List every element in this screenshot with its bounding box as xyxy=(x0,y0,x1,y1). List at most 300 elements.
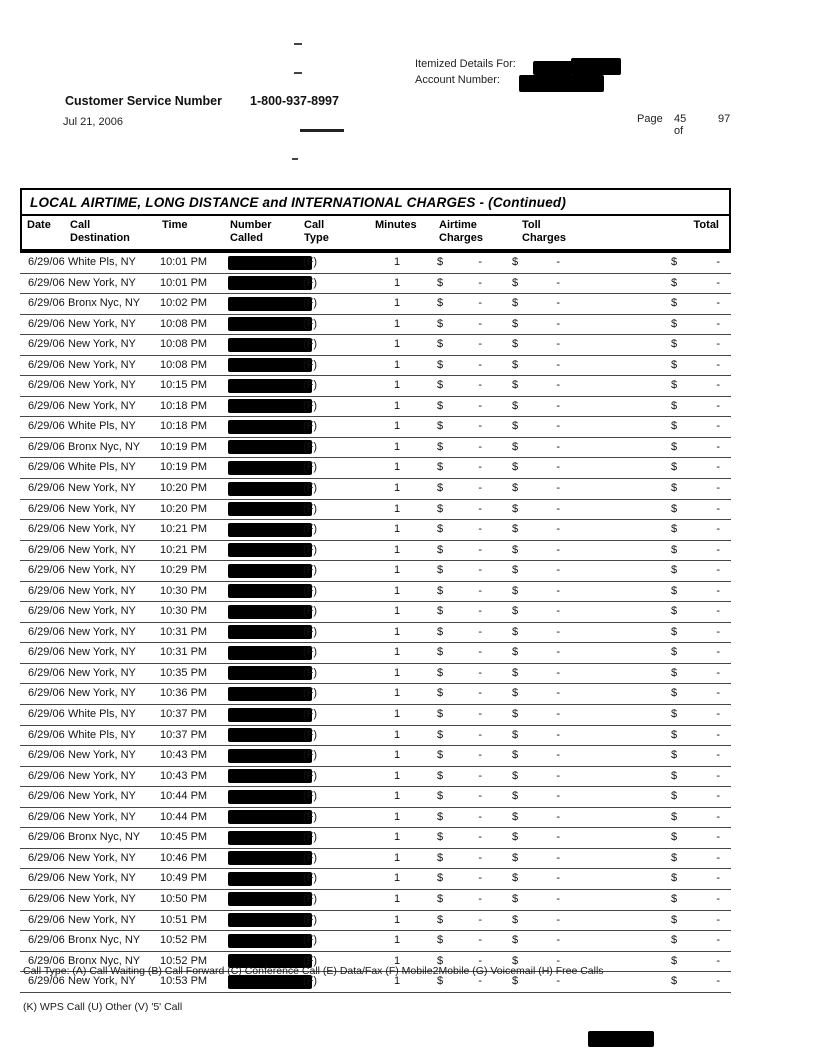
cell-destination: New York, NY xyxy=(68,749,136,762)
cell-toll-currency: $ xyxy=(512,440,519,453)
cell-minutes: 1 xyxy=(393,708,401,721)
cell-airtime-currency: $ xyxy=(437,543,444,556)
cell-toll-currency: $ xyxy=(512,913,519,926)
cell-airtime-currency: $ xyxy=(437,256,444,268)
cell-total-currency: $ xyxy=(671,892,678,905)
cell-destination: New York, NY xyxy=(68,317,136,330)
cell-minutes: 1 xyxy=(393,913,401,926)
cell-call-type: (F) xyxy=(303,913,318,926)
cell-toll-amount: - xyxy=(556,851,560,864)
cell-total-currency: $ xyxy=(671,872,678,885)
cell-call-type: (F) xyxy=(303,276,318,289)
cell-airtime-amount: - xyxy=(478,502,482,515)
cell-total-amount: - xyxy=(716,461,720,474)
cell-total-currency: $ xyxy=(671,625,678,638)
cell-total-amount: - xyxy=(716,790,720,803)
cell-time: 10:46 PM xyxy=(160,851,208,864)
cell-total-amount: - xyxy=(716,975,720,988)
cell-airtime-amount: - xyxy=(478,708,482,721)
cell-airtime-amount: - xyxy=(478,790,482,803)
cell-date: 6/29/06 xyxy=(28,564,65,577)
cell-airtime-currency: $ xyxy=(437,440,444,453)
cell-total-amount: - xyxy=(716,646,720,659)
cell-date: 6/29/06 xyxy=(28,502,65,515)
cell-time: 10:36 PM xyxy=(160,687,208,700)
cell-time: 10:21 PM xyxy=(160,523,208,536)
cell-airtime-currency: $ xyxy=(437,790,444,803)
cell-time: 10:52 PM xyxy=(160,954,208,967)
cell-call-type: (F) xyxy=(303,338,318,351)
table-row xyxy=(20,335,731,356)
cell-airtime-currency: $ xyxy=(437,317,444,330)
table-row xyxy=(20,664,731,685)
redacted-number-bar xyxy=(228,317,312,331)
cell-toll-amount: - xyxy=(556,769,560,782)
cell-destination: New York, NY xyxy=(68,358,136,371)
cell-minutes: 1 xyxy=(393,872,401,885)
table-row xyxy=(20,849,731,870)
cell-destination: Bronx Nyc, NY xyxy=(68,934,141,947)
cell-destination: New York, NY xyxy=(68,338,136,351)
cell-total-currency: $ xyxy=(671,297,678,310)
cell-total-amount: - xyxy=(716,399,720,412)
cell-date: 6/29/06 xyxy=(28,913,65,926)
cell-time: 10:20 PM xyxy=(160,502,208,515)
cell-date: 6/29/06 xyxy=(28,769,65,782)
cell-call-type: (F) xyxy=(303,831,318,844)
cell-airtime-currency: $ xyxy=(437,297,444,310)
table-row xyxy=(20,787,731,808)
scan-mark xyxy=(294,43,302,45)
customer-service-number: 1-800-937-8997 xyxy=(250,94,339,108)
cell-minutes: 1 xyxy=(393,543,401,556)
cell-total-currency: $ xyxy=(671,543,678,556)
cell-total-amount: - xyxy=(716,523,720,536)
cell-destination: White Pls, NY xyxy=(68,728,136,741)
cell-toll-currency: $ xyxy=(512,256,519,268)
cell-airtime-amount: - xyxy=(478,523,482,536)
cell-total-amount: - xyxy=(716,605,720,618)
cell-minutes: 1 xyxy=(393,297,401,310)
redacted-number-bar xyxy=(228,564,312,578)
cell-destination: New York, NY xyxy=(68,625,136,638)
cell-toll-amount: - xyxy=(556,399,560,412)
cell-toll-amount: - xyxy=(556,646,560,659)
cell-time: 10:44 PM xyxy=(160,810,208,823)
cell-total-amount: - xyxy=(716,338,720,351)
table-row xyxy=(20,356,731,377)
cell-airtime-amount: - xyxy=(478,256,482,268)
cell-airtime-amount: - xyxy=(478,687,482,700)
cell-call-type: (F) xyxy=(303,584,318,597)
cell-toll-amount: - xyxy=(556,502,560,515)
table-row xyxy=(20,643,731,664)
cell-airtime-amount: - xyxy=(478,399,482,412)
redacted-number-bar xyxy=(228,461,312,475)
cell-call-type: (F) xyxy=(303,317,318,330)
statement-date: Jul 21, 2006 xyxy=(63,116,123,128)
col-header-minutes: Minutes xyxy=(375,219,417,231)
cell-airtime-currency: $ xyxy=(437,749,444,762)
cell-toll-currency: $ xyxy=(512,749,519,762)
cell-total-currency: $ xyxy=(671,399,678,412)
cell-airtime-currency: $ xyxy=(437,584,444,597)
cell-date: 6/29/06 xyxy=(28,892,65,905)
table-row xyxy=(20,294,731,315)
cell-airtime-amount: - xyxy=(478,934,482,947)
col-header-date: Date xyxy=(27,219,51,231)
cell-toll-currency: $ xyxy=(512,625,519,638)
page-total: 97 xyxy=(718,113,731,125)
table-row xyxy=(20,705,731,726)
cell-date: 6/29/06 xyxy=(28,851,65,864)
cell-minutes: 1 xyxy=(393,646,401,659)
cell-toll-amount: - xyxy=(556,543,560,556)
cell-destination: New York, NY xyxy=(68,646,136,659)
cell-total-amount: - xyxy=(716,687,720,700)
redacted-number-bar xyxy=(228,605,312,619)
cell-toll-currency: $ xyxy=(512,461,519,474)
cell-time: 10:44 PM xyxy=(160,790,208,803)
cell-minutes: 1 xyxy=(393,954,401,967)
cell-total-amount: - xyxy=(716,502,720,515)
cell-minutes: 1 xyxy=(393,276,401,289)
cell-airtime-currency: $ xyxy=(437,482,444,495)
cell-total-amount: - xyxy=(716,831,720,844)
cell-total-amount: - xyxy=(716,358,720,371)
cell-airtime-amount: - xyxy=(478,297,482,310)
cell-toll-currency: $ xyxy=(512,769,519,782)
table-row xyxy=(20,376,731,397)
cell-minutes: 1 xyxy=(393,420,401,433)
cell-destination: New York, NY xyxy=(68,605,136,618)
cell-total-currency: $ xyxy=(671,379,678,392)
cell-toll-currency: $ xyxy=(512,502,519,515)
cell-destination: Bronx Nyc, NY xyxy=(68,440,141,453)
cell-airtime-amount: - xyxy=(478,954,482,967)
cell-total-amount: - xyxy=(716,708,720,721)
cell-date: 6/29/06 xyxy=(28,975,65,988)
cell-toll-currency: $ xyxy=(512,399,519,412)
cell-call-type: (F) xyxy=(303,851,318,864)
cell-total-currency: $ xyxy=(671,605,678,618)
cell-minutes: 1 xyxy=(393,317,401,330)
call-type-legend-line1: Call Type: (A) Call Waiting (B) Call Forward (C) Conference Call (E) Data/Fax (F) Mobile2Mobile (G) Voicemail (H) Free Calls xyxy=(23,965,604,977)
cell-date: 6/29/06 xyxy=(28,646,65,659)
cell-total-currency: $ xyxy=(671,523,678,536)
cell-toll-amount: - xyxy=(556,461,560,474)
cell-destination: White Pls, NY xyxy=(68,420,136,433)
cell-airtime-currency: $ xyxy=(437,625,444,638)
cell-minutes: 1 xyxy=(393,502,401,515)
table-title-box xyxy=(20,188,731,216)
cell-time: 10:53 PM xyxy=(160,975,208,988)
cell-destination: New York, NY xyxy=(68,584,136,597)
cell-airtime-currency: $ xyxy=(437,379,444,392)
cell-total-currency: $ xyxy=(671,810,678,823)
cell-destination: New York, NY xyxy=(68,482,136,495)
redacted-number-bar xyxy=(228,913,312,927)
cell-total-currency: $ xyxy=(671,317,678,330)
cell-airtime-amount: - xyxy=(478,872,482,885)
table-row xyxy=(20,315,731,336)
table-title: LOCAL AIRTIME, LONG DISTANCE and INTERNATIONAL CHARGES - (Continued) xyxy=(30,194,567,210)
cell-date: 6/29/06 xyxy=(28,420,65,433)
cell-airtime-currency: $ xyxy=(437,769,444,782)
redacted-number-bar xyxy=(228,256,312,270)
cell-date: 6/29/06 xyxy=(28,708,65,721)
cell-toll-amount: - xyxy=(556,256,560,268)
cell-time: 10:35 PM xyxy=(160,666,208,679)
cell-airtime-currency: $ xyxy=(437,399,444,412)
cell-total-currency: $ xyxy=(671,666,678,679)
cell-airtime-amount: - xyxy=(478,769,482,782)
call-type-legend-line2: (K) WPS Call (U) Other (V) '5' Call xyxy=(23,1001,183,1013)
col-header-call-type: Call Type xyxy=(304,219,329,244)
cell-date: 6/29/06 xyxy=(28,605,65,618)
cell-toll-currency: $ xyxy=(512,708,519,721)
cell-airtime-currency: $ xyxy=(437,913,444,926)
cell-time: 10:19 PM xyxy=(160,461,208,474)
cell-call-type: (F) xyxy=(303,975,318,988)
cell-toll-amount: - xyxy=(556,523,560,536)
cell-date: 6/29/06 xyxy=(28,872,65,885)
col-header-total: Total xyxy=(693,219,719,231)
cell-total-currency: $ xyxy=(671,975,678,988)
scan-mark xyxy=(294,72,302,74)
table-row xyxy=(20,931,731,952)
cell-call-type: (F) xyxy=(303,892,318,905)
cell-airtime-amount: - xyxy=(478,728,482,741)
cell-time: 10:20 PM xyxy=(160,482,208,495)
cell-total-amount: - xyxy=(716,954,720,967)
cell-toll-currency: $ xyxy=(512,358,519,371)
redacted-number-bar xyxy=(228,358,312,372)
cell-toll-currency: $ xyxy=(512,276,519,289)
redacted-number-bar xyxy=(228,646,312,660)
redacted-number-bar xyxy=(228,625,312,639)
cell-airtime-currency: $ xyxy=(437,934,444,947)
cell-total-amount: - xyxy=(716,810,720,823)
redacted-number-bar xyxy=(228,482,312,496)
cell-airtime-currency: $ xyxy=(437,666,444,679)
cell-call-type: (F) xyxy=(303,666,318,679)
cell-airtime-amount: - xyxy=(478,584,482,597)
cell-call-type: (F) xyxy=(303,297,318,310)
cell-total-currency: $ xyxy=(671,256,678,268)
cell-total-amount: - xyxy=(716,728,720,741)
cell-call-type: (F) xyxy=(303,440,318,453)
cell-minutes: 1 xyxy=(393,399,401,412)
cell-airtime-currency: $ xyxy=(437,338,444,351)
cell-total-currency: $ xyxy=(671,646,678,659)
cell-total-currency: $ xyxy=(671,769,678,782)
cell-time: 10:29 PM xyxy=(160,564,208,577)
cell-destination: New York, NY xyxy=(68,810,136,823)
redacted-footer-bar xyxy=(588,1031,654,1047)
cell-minutes: 1 xyxy=(393,256,401,268)
table-row xyxy=(20,561,731,582)
itemized-details-label: Itemized Details For: xyxy=(415,58,516,70)
cell-destination: New York, NY xyxy=(68,975,136,988)
cell-minutes: 1 xyxy=(393,975,401,988)
cell-call-type: (F) xyxy=(303,543,318,556)
cell-toll-amount: - xyxy=(556,934,560,947)
col-header-call-destination: Call Destination xyxy=(70,219,130,244)
cell-minutes: 1 xyxy=(393,564,401,577)
cell-airtime-currency: $ xyxy=(437,605,444,618)
cell-total-amount: - xyxy=(716,851,720,864)
cell-toll-currency: $ xyxy=(512,872,519,885)
table-row xyxy=(20,479,731,500)
cell-toll-amount: - xyxy=(556,708,560,721)
cell-toll-amount: - xyxy=(556,913,560,926)
cell-toll-currency: $ xyxy=(512,338,519,351)
cell-toll-amount: - xyxy=(556,954,560,967)
cell-minutes: 1 xyxy=(393,728,401,741)
redacted-number-bar xyxy=(228,584,312,598)
redacted-account-number-bar xyxy=(519,75,604,92)
cell-call-type: (F) xyxy=(303,646,318,659)
cell-airtime-amount: - xyxy=(478,564,482,577)
table-row xyxy=(20,684,731,705)
redacted-number-bar xyxy=(228,728,312,742)
cell-call-type: (F) xyxy=(303,954,318,967)
cell-date: 6/29/06 xyxy=(28,625,65,638)
cell-airtime-amount: - xyxy=(478,461,482,474)
cell-airtime-currency: $ xyxy=(437,872,444,885)
cell-call-type: (F) xyxy=(303,482,318,495)
cell-date: 6/29/06 xyxy=(28,687,65,700)
redacted-number-bar xyxy=(228,810,312,824)
cell-minutes: 1 xyxy=(393,749,401,762)
cell-minutes: 1 xyxy=(393,625,401,638)
cell-toll-amount: - xyxy=(556,666,560,679)
cell-time: 10:30 PM xyxy=(160,584,208,597)
cell-toll-amount: - xyxy=(556,810,560,823)
cell-call-type: (F) xyxy=(303,605,318,618)
cell-airtime-currency: $ xyxy=(437,461,444,474)
cell-destination: White Pls, NY xyxy=(68,708,136,721)
redacted-number-bar xyxy=(228,399,312,413)
cell-airtime-amount: - xyxy=(478,892,482,905)
cell-total-amount: - xyxy=(716,892,720,905)
cell-total-currency: $ xyxy=(671,687,678,700)
redacted-number-bar xyxy=(228,892,312,906)
cell-toll-amount: - xyxy=(556,440,560,453)
cell-time: 10:01 PM xyxy=(160,276,208,289)
cell-time: 10:43 PM xyxy=(160,749,208,762)
cell-toll-amount: - xyxy=(556,584,560,597)
table-row xyxy=(20,458,731,479)
cell-date: 6/29/06 xyxy=(28,831,65,844)
cell-toll-currency: $ xyxy=(512,297,519,310)
redacted-number-bar xyxy=(228,666,312,680)
table-body xyxy=(20,253,731,993)
cell-total-amount: - xyxy=(716,934,720,947)
cell-toll-amount: - xyxy=(556,564,560,577)
table-row xyxy=(20,438,731,459)
cell-total-currency: $ xyxy=(671,954,678,967)
cell-toll-currency: $ xyxy=(512,317,519,330)
cell-time: 10:37 PM xyxy=(160,728,208,741)
table-row xyxy=(20,911,731,932)
cell-time: 10:08 PM xyxy=(160,338,208,351)
cell-toll-amount: - xyxy=(556,975,560,988)
cell-time: 10:15 PM xyxy=(160,379,208,392)
cell-date: 6/29/06 xyxy=(28,728,65,741)
cell-total-currency: $ xyxy=(671,482,678,495)
redacted-number-bar xyxy=(228,523,312,537)
cell-call-type: (F) xyxy=(303,358,318,371)
cell-toll-amount: - xyxy=(556,482,560,495)
cell-total-currency: $ xyxy=(671,584,678,597)
cell-toll-currency: $ xyxy=(512,420,519,433)
cell-call-type: (F) xyxy=(303,564,318,577)
cell-airtime-amount: - xyxy=(478,420,482,433)
table-row xyxy=(20,500,731,521)
cell-total-amount: - xyxy=(716,584,720,597)
cell-total-currency: $ xyxy=(671,358,678,371)
cell-toll-amount: - xyxy=(556,317,560,330)
cell-call-type: (F) xyxy=(303,687,318,700)
cell-toll-currency: $ xyxy=(512,831,519,844)
cell-toll-currency: $ xyxy=(512,646,519,659)
cell-total-amount: - xyxy=(716,666,720,679)
cell-toll-amount: - xyxy=(556,872,560,885)
cell-destination: New York, NY xyxy=(68,892,136,905)
cell-toll-amount: - xyxy=(556,831,560,844)
scan-mark-underline xyxy=(300,129,344,132)
cell-minutes: 1 xyxy=(393,338,401,351)
cell-time: 10:18 PM xyxy=(160,420,208,433)
cell-airtime-amount: - xyxy=(478,913,482,926)
table-row xyxy=(20,623,731,644)
cell-destination: Bronx Nyc, NY xyxy=(68,297,141,310)
table-row xyxy=(20,828,731,849)
cell-toll-currency: $ xyxy=(512,892,519,905)
cell-airtime-currency: $ xyxy=(437,831,444,844)
cell-minutes: 1 xyxy=(393,523,401,536)
cell-total-amount: - xyxy=(716,482,720,495)
cell-airtime-amount: - xyxy=(478,440,482,453)
cell-date: 6/29/06 xyxy=(28,954,65,967)
redacted-number-bar xyxy=(228,543,312,557)
cell-date: 6/29/06 xyxy=(28,749,65,762)
cell-toll-amount: - xyxy=(556,605,560,618)
charges-table xyxy=(20,188,731,993)
redacted-number-bar xyxy=(228,420,312,434)
cell-minutes: 1 xyxy=(393,666,401,679)
cell-total-amount: - xyxy=(716,543,720,556)
cell-toll-currency: $ xyxy=(512,790,519,803)
cell-airtime-currency: $ xyxy=(437,523,444,536)
cell-toll-currency: $ xyxy=(512,379,519,392)
cell-toll-currency: $ xyxy=(512,523,519,536)
redacted-number-bar xyxy=(228,790,312,804)
redacted-number-bar xyxy=(228,934,312,948)
cell-date: 6/29/06 xyxy=(28,276,65,289)
cell-total-amount: - xyxy=(716,749,720,762)
cell-total-currency: $ xyxy=(671,708,678,721)
cell-airtime-currency: $ xyxy=(437,502,444,515)
cell-airtime-amount: - xyxy=(478,276,482,289)
cell-toll-amount: - xyxy=(556,420,560,433)
cell-time: 10:45 PM xyxy=(160,831,208,844)
cell-time: 10:30 PM xyxy=(160,605,208,618)
col-header-time: Time xyxy=(162,219,188,231)
cell-time: 10:51 PM xyxy=(160,913,208,926)
